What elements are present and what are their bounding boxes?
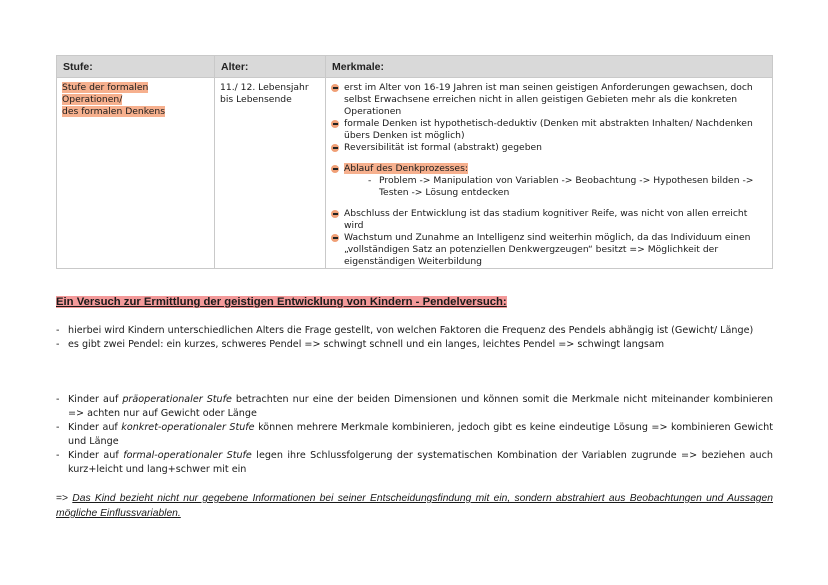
stage-results-list [56, 393, 773, 477]
dash-bullet-icon: - [56, 394, 60, 405]
section-heading: Ein Versuch zur Ermittlung der geistigen Entwicklung von Kindern - Pendelversuch: [56, 296, 507, 308]
list-item: - Kinder auf präoperationaler Stufe betrachten nur eine der beiden Dimensionen und können somit die Merkmale nicht miteinander kombinieren => achten nur auf Gewicht oder Länge [56, 394, 773, 419]
process-steps: - Problem -> Manipulation von Variablen -> Beobachtung -> Hypothesen bilden -> Testen -> Lösung entdecken [368, 175, 754, 198]
dash-bullet-icon: - [56, 450, 60, 461]
feature-item: Wachstum und Zunahme an Intelligenz sind weiterhin möglich, da das Individuum einen „vollständigen Satz an potenziellen Denkwergzeugen“ besitzt => Möglichkeit der eigenständigen Weiterbildung [331, 232, 767, 268]
dash-bullet-icon: - [56, 422, 60, 433]
dash-bullet-icon: - [56, 325, 60, 336]
features-cell [326, 78, 772, 268]
minus-bullet-icon [331, 210, 339, 218]
header-stage: Stufe: [57, 56, 215, 77]
feature-item: Reversibilität ist formal (abstrakt) gegeben [331, 142, 767, 154]
process-title: Ablauf des Denkprozesses: [344, 163, 468, 174]
list-item: - es gibt zwei Pendel: ein kurzes, schweres Pendel => schwingt schnell und ein langes, leichtes Pendel => schwingt langsam [56, 338, 665, 350]
feature-item [331, 163, 767, 175]
dash-bullet-icon: - [56, 338, 60, 350]
list-item: - Kinder auf konkret-operationaler Stufe können mehrere Merkmale kombinieren, jedoch gibt es keine eindeutige Lösung => kombinieren Gewicht und Länge [56, 422, 773, 447]
list-item: - Kinder auf formal-operationaler Stufe legen ihre Schlussfolgerung der systematischen Kombination der Variablen zugrunde => beziehen auch kurz+leicht und lang+schwer mit ein [56, 450, 773, 475]
feature-item: Abschluss der Entwicklung ist das stadium kognitiver Reife, was nicht von allen erreicht wird [331, 208, 767, 232]
age-cell [215, 78, 326, 268]
minus-bullet-icon [331, 84, 339, 92]
minus-bullet-icon [331, 120, 339, 128]
stage-name-line: Stufe der formalen Operationen/ [62, 82, 149, 105]
feature-item: erst im Alter von 16-19 Jahren ist man seinen geistigen Anforderungen gewachsen, doch selbst Erwachsene erreichen nicht in allen geistigen Gebieten mehr als die konkreten Operationen [331, 82, 767, 118]
header-features: Merkmale: [332, 61, 384, 73]
conclusion [56, 491, 773, 521]
age-line: 11./ 12. Lebensjahr [220, 82, 309, 93]
minus-bullet-icon [331, 234, 339, 242]
header-age: Alter: [215, 56, 326, 77]
stage-table [56, 55, 773, 269]
minus-bullet-icon [331, 165, 339, 173]
dash-bullet-icon: - [368, 175, 372, 186]
conclusion-text: Das Kind bezieht nicht nur gegebene Informationen bei seiner Entscheidungsfindung mit ein, sondern abstrahiert aus Beobachtungen und Aussagen mögliche Einflussvariablen. [56, 493, 773, 519]
experiment-list [56, 324, 773, 351]
list-item: - hierbei wird Kindern unterschiedlichen Alters die Frage gestellt, von welchen Faktoren die Frequenz des Pendels abhängig ist (Gewicht/ Länge) [56, 325, 754, 336]
age-line: bis Lebensende [220, 94, 292, 105]
table-row [57, 78, 772, 268]
conclusion-arrow: => [56, 493, 69, 504]
feature-item: formale Denken ist hypothetisch-deduktiv (Denken mit abstrakten Inhalten/ Nachdenken übers Denken ist möglich) [331, 118, 767, 142]
minus-bullet-icon [331, 144, 339, 152]
table-header [57, 56, 772, 78]
stage-cell [57, 78, 215, 268]
stage-name-line: des formalen Denkens [62, 106, 165, 117]
